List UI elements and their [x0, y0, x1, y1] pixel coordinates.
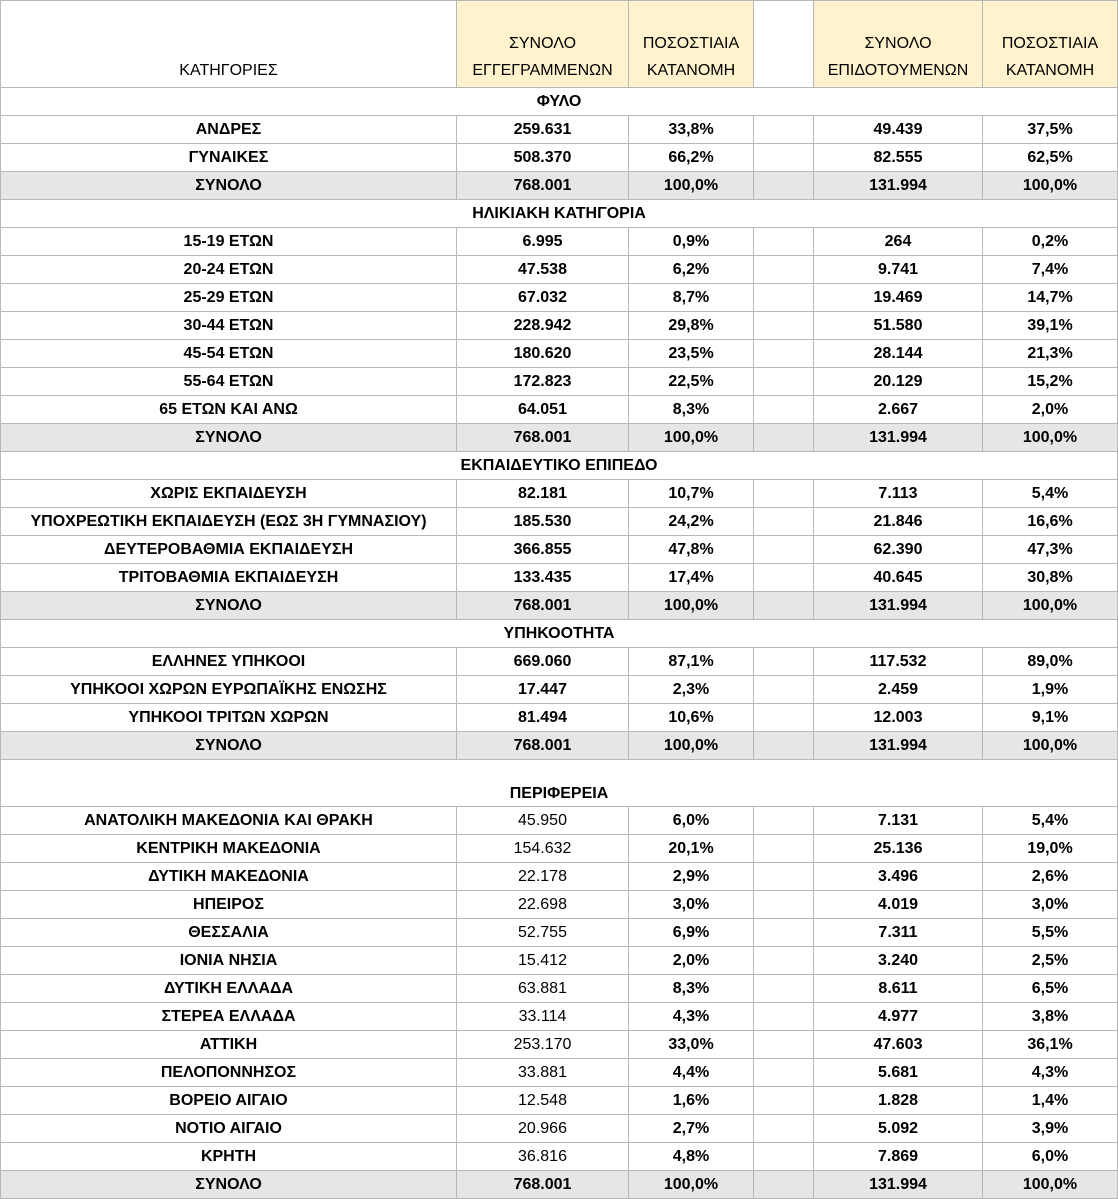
table-row [1, 284, 1118, 312]
gap-cell [754, 863, 814, 891]
registered-count: 12.548 [457, 1087, 629, 1115]
table-row [1, 1115, 1118, 1143]
registered-percent: 33,0% [629, 1031, 754, 1059]
subsidized-count: 5.092 [814, 1115, 983, 1143]
subsidized-count: 49.439 [814, 116, 983, 144]
gap-cell [754, 648, 814, 676]
registered-percent: 8,3% [629, 396, 754, 424]
registered-count: 36.816 [457, 1143, 629, 1171]
section-header-row [1, 452, 1118, 480]
row-label: ΚΕΝΤΡΙΚΗ ΜΑΚΕΔΟΝΙΑ [1, 835, 457, 863]
registered-percent: 2,7% [629, 1115, 754, 1143]
total-subsidized-percent: 100,0% [983, 172, 1118, 200]
subsidized-percent: 14,7% [983, 284, 1118, 312]
subsidized-percent: 19,0% [983, 835, 1118, 863]
gap-cell [754, 228, 814, 256]
subsidized-count: 3.240 [814, 947, 983, 975]
section-header-row [1, 200, 1118, 228]
header-registered-total-line1: ΣΥΝΟΛΟ [508, 35, 577, 52]
table-row [1, 863, 1118, 891]
registered-count: 82.181 [457, 480, 629, 508]
subsidized-percent: 62,5% [983, 144, 1118, 172]
registered-percent: 0,9% [629, 228, 754, 256]
subsidized-percent: 3,9% [983, 1115, 1118, 1143]
gap-cell [754, 1171, 814, 1199]
row-label: ΥΠΗΚΟΟΙ ΧΩΡΩΝ ΕΥΡΩΠΑΪΚΗΣ ΕΝΩΣΗΣ [1, 676, 457, 704]
total-row [1, 172, 1118, 200]
registered-count: 669.060 [457, 648, 629, 676]
header-subsidized-total [814, 1, 983, 88]
row-label: ΔΕΥΤΕΡΟΒΑΘΜΙΑ ΕΚΠΑΙΔΕΥΣΗ [1, 536, 457, 564]
subsidized-percent: 16,6% [983, 508, 1118, 536]
total-subsidized-count: 131.994 [814, 732, 983, 760]
table-row [1, 536, 1118, 564]
registered-percent: 22,5% [629, 368, 754, 396]
total-registered-count: 768.001 [457, 732, 629, 760]
table-row [1, 368, 1118, 396]
total-registered-percent: 100,0% [629, 732, 754, 760]
row-label: 55-64 ΕΤΩΝ [1, 368, 457, 396]
row-label: 45-54 ΕΤΩΝ [1, 340, 457, 368]
table-row [1, 676, 1118, 704]
subsidized-count: 264 [814, 228, 983, 256]
gap-cell [754, 536, 814, 564]
registered-percent: 20,1% [629, 835, 754, 863]
subsidized-count: 2.459 [814, 676, 983, 704]
registered-percent: 8,3% [629, 975, 754, 1003]
table-row [1, 1059, 1118, 1087]
subsidized-count: 2.667 [814, 396, 983, 424]
registered-percent: 6,0% [629, 807, 754, 835]
section-header-row [1, 620, 1118, 648]
subsidized-percent: 21,3% [983, 340, 1118, 368]
row-label: ΥΠΟΧΡΕΩΤΙΚΗ ΕΚΠΑΙΔΕΥΣΗ (ΕΩΣ 3Η ΓΥΜΝΑΣΙΟΥ) [1, 508, 457, 536]
gap-cell [754, 396, 814, 424]
gap-cell [754, 340, 814, 368]
registered-count: 64.051 [457, 396, 629, 424]
gap-cell [754, 116, 814, 144]
registered-count: 228.942 [457, 312, 629, 340]
table-row [1, 975, 1118, 1003]
registered-percent: 87,1% [629, 648, 754, 676]
section-header-row [1, 760, 1118, 807]
subsidized-count: 7.131 [814, 807, 983, 835]
gap-cell [754, 284, 814, 312]
subsidized-count: 51.580 [814, 312, 983, 340]
subsidized-percent: 2,6% [983, 863, 1118, 891]
gap-cell [754, 807, 814, 835]
subsidized-percent: 0,2% [983, 228, 1118, 256]
total-row [1, 1171, 1118, 1199]
registered-count: 63.881 [457, 975, 629, 1003]
section-title: ΕΚΠΑΙΔΕΥΤΙΚΟ ΕΠΙΠΕΔΟ [1, 452, 1118, 480]
gap-cell [754, 480, 814, 508]
total-registered-count: 768.001 [457, 1171, 629, 1199]
registered-percent: 23,5% [629, 340, 754, 368]
table-row [1, 144, 1118, 172]
header-registered-pct-line2: ΚΑΤΑΝΟΜΗ [646, 62, 736, 79]
row-label: ΘΕΣΣΑΛΙΑ [1, 919, 457, 947]
registered-count: 33.114 [457, 1003, 629, 1031]
registered-percent: 6,2% [629, 256, 754, 284]
total-registered-percent: 100,0% [629, 172, 754, 200]
total-subsidized-count: 131.994 [814, 1171, 983, 1199]
total-row [1, 424, 1118, 452]
gap-cell [754, 676, 814, 704]
row-label: ΙΟΝΙΑ ΝΗΣΙΑ [1, 947, 457, 975]
header-registered-pct-line1: ΠΟΣΟΣΤΙΑΙΑ [642, 35, 740, 52]
gap-cell [754, 891, 814, 919]
total-subsidized-percent: 100,0% [983, 732, 1118, 760]
gap-cell [754, 732, 814, 760]
total-label: ΣΥΝΟΛΟ [1, 732, 457, 760]
table-row [1, 704, 1118, 732]
table-row [1, 835, 1118, 863]
registered-count: 185.530 [457, 508, 629, 536]
gap-cell [754, 1087, 814, 1115]
registered-percent: 4,8% [629, 1143, 754, 1171]
total-registered-count: 768.001 [457, 592, 629, 620]
section-title: ΗΛΙΚΙΑΚΗ ΚΑΤΗΓΟΡΙΑ [1, 200, 1118, 228]
table-row [1, 116, 1118, 144]
section-title: ΠΕΡΙΦΕΡΕΙΑ [1, 760, 1118, 807]
gap-cell [754, 1031, 814, 1059]
gap-cell [754, 947, 814, 975]
table-row [1, 1087, 1118, 1115]
header-registered-total [457, 1, 629, 88]
row-label: ΗΠΕΙΡΟΣ [1, 891, 457, 919]
total-registered-percent: 100,0% [629, 424, 754, 452]
registered-count: 508.370 [457, 144, 629, 172]
table-row [1, 564, 1118, 592]
registered-percent: 4,4% [629, 1059, 754, 1087]
header-gap [754, 1, 814, 88]
total-label: ΣΥΝΟΛΟ [1, 1171, 457, 1199]
subsidized-count: 25.136 [814, 835, 983, 863]
subsidized-count: 7.869 [814, 1143, 983, 1171]
table-row [1, 508, 1118, 536]
registered-count: 180.620 [457, 340, 629, 368]
registered-percent: 47,8% [629, 536, 754, 564]
section-title: ΦΥΛΟ [1, 88, 1118, 116]
header-subsidized-total-line1: ΣΥΝΟΛΟ [864, 35, 932, 52]
registered-percent: 17,4% [629, 564, 754, 592]
header-subsidized-pct-line2: ΚΑΤΑΝΟΜΗ [1005, 62, 1095, 79]
row-label: 15-19 ΕΤΩΝ [1, 228, 457, 256]
registered-percent: 3,0% [629, 891, 754, 919]
registered-count: 15.412 [457, 947, 629, 975]
subsidized-count: 8.611 [814, 975, 983, 1003]
header-row [1, 1, 1118, 88]
subsidized-count: 1.828 [814, 1087, 983, 1115]
subsidized-count: 19.469 [814, 284, 983, 312]
registered-count: 133.435 [457, 564, 629, 592]
row-label: ΣΤΕΡΕΑ ΕΛΛΑΔΑ [1, 1003, 457, 1031]
subsidized-percent: 36,1% [983, 1031, 1118, 1059]
row-label: 30-44 ΕΤΩΝ [1, 312, 457, 340]
row-label: ΔΥΤΙΚΗ ΕΛΛΑΔΑ [1, 975, 457, 1003]
total-subsidized-percent: 100,0% [983, 592, 1118, 620]
row-label: ΓΥΝΑΙΚΕΣ [1, 144, 457, 172]
table-row [1, 1031, 1118, 1059]
total-registered-percent: 100,0% [629, 592, 754, 620]
row-label: ΝΟΤΙΟ ΑΙΓΑΙΟ [1, 1115, 457, 1143]
registered-count: 22.178 [457, 863, 629, 891]
subsidized-count: 7.311 [814, 919, 983, 947]
total-subsidized-percent: 100,0% [983, 424, 1118, 452]
registered-count: 45.950 [457, 807, 629, 835]
subsidized-count: 12.003 [814, 704, 983, 732]
gap-cell [754, 508, 814, 536]
table-row [1, 919, 1118, 947]
row-label: ΔΥΤΙΚΗ ΜΑΚΕΔΟΝΙΑ [1, 863, 457, 891]
subsidized-count: 4.977 [814, 1003, 983, 1031]
header-registered-pct [629, 1, 754, 88]
table-row [1, 1143, 1118, 1171]
subsidized-count: 4.019 [814, 891, 983, 919]
gap-cell [754, 1143, 814, 1171]
subsidized-count: 20.129 [814, 368, 983, 396]
subsidized-count: 117.532 [814, 648, 983, 676]
subsidized-count: 47.603 [814, 1031, 983, 1059]
registered-count: 253.170 [457, 1031, 629, 1059]
subsidized-percent: 5,4% [983, 807, 1118, 835]
registered-count: 20.966 [457, 1115, 629, 1143]
table-row [1, 648, 1118, 676]
registered-percent: 6,9% [629, 919, 754, 947]
subsidized-percent: 1,9% [983, 676, 1118, 704]
gap-cell [754, 975, 814, 1003]
row-label: 65 ΕΤΩΝ ΚΑΙ ΑΝΩ [1, 396, 457, 424]
total-subsidized-count: 131.994 [814, 592, 983, 620]
gap-cell [754, 592, 814, 620]
registered-percent: 2,9% [629, 863, 754, 891]
total-registered-percent: 100,0% [629, 1171, 754, 1199]
subsidized-count: 21.846 [814, 508, 983, 536]
registered-percent: 4,3% [629, 1003, 754, 1031]
total-row [1, 592, 1118, 620]
table-row [1, 480, 1118, 508]
row-label: ΒΟΡΕΙΟ ΑΙΓΑΙΟ [1, 1087, 457, 1115]
subsidized-count: 82.555 [814, 144, 983, 172]
gap-cell [754, 564, 814, 592]
gap-cell [754, 919, 814, 947]
gap-cell [754, 368, 814, 396]
subsidized-percent: 2,5% [983, 947, 1118, 975]
table-row [1, 947, 1118, 975]
table-row [1, 1003, 1118, 1031]
row-label: ΕΛΛΗΝΕΣ ΥΠΗΚΟΟΙ [1, 648, 457, 676]
registered-count: 172.823 [457, 368, 629, 396]
header-registered-total-line2: ΕΓΓΕΓΡΑΜΜΕΝΩΝ [472, 62, 613, 79]
row-label: ΑΝΔΡΕΣ [1, 116, 457, 144]
section-title: ΥΠΗΚΟΟΤΗΤΑ [1, 620, 1118, 648]
row-label: ΑΝΑΤΟΛΙΚΗ ΜΑΚΕΔΟΝΙΑ ΚΑΙ ΘΡΑΚΗ [1, 807, 457, 835]
header-subsidized-pct [983, 1, 1118, 88]
registered-count: 81.494 [457, 704, 629, 732]
gap-cell [754, 1115, 814, 1143]
row-label: ΠΕΛΟΠΟΝΝΗΣΟΣ [1, 1059, 457, 1087]
registered-count: 154.632 [457, 835, 629, 863]
gap-cell [754, 144, 814, 172]
subsidized-count: 9.741 [814, 256, 983, 284]
row-label: ΑΤΤΙΚΗ [1, 1031, 457, 1059]
row-label: 25-29 ΕΤΩΝ [1, 284, 457, 312]
registered-count: 17.447 [457, 676, 629, 704]
header-subsidized-total-line2: ΕΠΙΔΟΤΟΥΜΕΝΩΝ [827, 62, 969, 79]
row-label: ΧΩΡΙΣ ΕΚΠΑΙΔΕΥΣΗ [1, 480, 457, 508]
subsidized-count: 28.144 [814, 340, 983, 368]
registered-percent: 2,3% [629, 676, 754, 704]
gap-cell [754, 172, 814, 200]
registered-count: 22.698 [457, 891, 629, 919]
gap-cell [754, 1059, 814, 1087]
registered-percent: 66,2% [629, 144, 754, 172]
subsidized-percent: 89,0% [983, 648, 1118, 676]
table-row [1, 228, 1118, 256]
total-subsidized-count: 131.994 [814, 172, 983, 200]
registered-percent: 2,0% [629, 947, 754, 975]
registered-count: 47.538 [457, 256, 629, 284]
total-registered-count: 768.001 [457, 172, 629, 200]
gap-cell [754, 256, 814, 284]
table-row [1, 396, 1118, 424]
registered-percent: 8,7% [629, 284, 754, 312]
header-subsidized-pct-line1: ΠΟΣΟΣΤΙΑΙΑ [1001, 35, 1099, 52]
gap-cell [754, 704, 814, 732]
row-label: ΚΡΗΤΗ [1, 1143, 457, 1171]
subsidized-percent: 7,4% [983, 256, 1118, 284]
total-label: ΣΥΝΟΛΟ [1, 592, 457, 620]
subsidized-percent: 3,8% [983, 1003, 1118, 1031]
registered-count: 52.755 [457, 919, 629, 947]
registered-percent: 10,6% [629, 704, 754, 732]
subsidized-count: 3.496 [814, 863, 983, 891]
total-row [1, 732, 1118, 760]
gap-cell [754, 424, 814, 452]
subsidized-count: 5.681 [814, 1059, 983, 1087]
registered-count: 259.631 [457, 116, 629, 144]
subsidized-percent: 15,2% [983, 368, 1118, 396]
subsidized-percent: 39,1% [983, 312, 1118, 340]
subsidized-count: 40.645 [814, 564, 983, 592]
registered-percent: 33,8% [629, 116, 754, 144]
total-registered-count: 768.001 [457, 424, 629, 452]
registered-count: 33.881 [457, 1059, 629, 1087]
registered-percent: 10,7% [629, 480, 754, 508]
header-categories: ΚΑΤΗΓΟΡΙΕΣ [1, 1, 457, 88]
subsidized-percent: 6,0% [983, 1143, 1118, 1171]
row-label: ΥΠΗΚΟΟΙ ΤΡΙΤΩΝ ΧΩΡΩΝ [1, 704, 457, 732]
subsidized-percent: 9,1% [983, 704, 1118, 732]
total-label: ΣΥΝΟΛΟ [1, 424, 457, 452]
subsidized-percent: 6,5% [983, 975, 1118, 1003]
gap-cell [754, 312, 814, 340]
table-row [1, 891, 1118, 919]
registered-count: 67.032 [457, 284, 629, 312]
subsidized-percent: 2,0% [983, 396, 1118, 424]
total-subsidized-count: 131.994 [814, 424, 983, 452]
subsidized-percent: 4,3% [983, 1059, 1118, 1087]
subsidized-percent: 3,0% [983, 891, 1118, 919]
row-label: 20-24 ΕΤΩΝ [1, 256, 457, 284]
table-row [1, 340, 1118, 368]
gap-cell [754, 1003, 814, 1031]
row-label: ΤΡΙΤΟΒΑΘΜΙΑ ΕΚΠΑΙΔΕΥΣΗ [1, 564, 457, 592]
total-label: ΣΥΝΟΛΟ [1, 172, 457, 200]
subsidized-percent: 1,4% [983, 1087, 1118, 1115]
registered-percent: 24,2% [629, 508, 754, 536]
subsidized-percent: 5,4% [983, 480, 1118, 508]
subsidized-percent: 37,5% [983, 116, 1118, 144]
table-row [1, 312, 1118, 340]
subsidized-percent: 5,5% [983, 919, 1118, 947]
gap-cell [754, 835, 814, 863]
registered-percent: 29,8% [629, 312, 754, 340]
registered-count: 6.995 [457, 228, 629, 256]
subsidized-count: 7.113 [814, 480, 983, 508]
table-row [1, 256, 1118, 284]
registered-percent: 1,6% [629, 1087, 754, 1115]
section-header-row [1, 88, 1118, 116]
subsidized-percent: 30,8% [983, 564, 1118, 592]
total-subsidized-percent: 100,0% [983, 1171, 1118, 1199]
registered-count: 366.855 [457, 536, 629, 564]
subsidized-percent: 47,3% [983, 536, 1118, 564]
table-row [1, 807, 1118, 835]
subsidized-count: 62.390 [814, 536, 983, 564]
